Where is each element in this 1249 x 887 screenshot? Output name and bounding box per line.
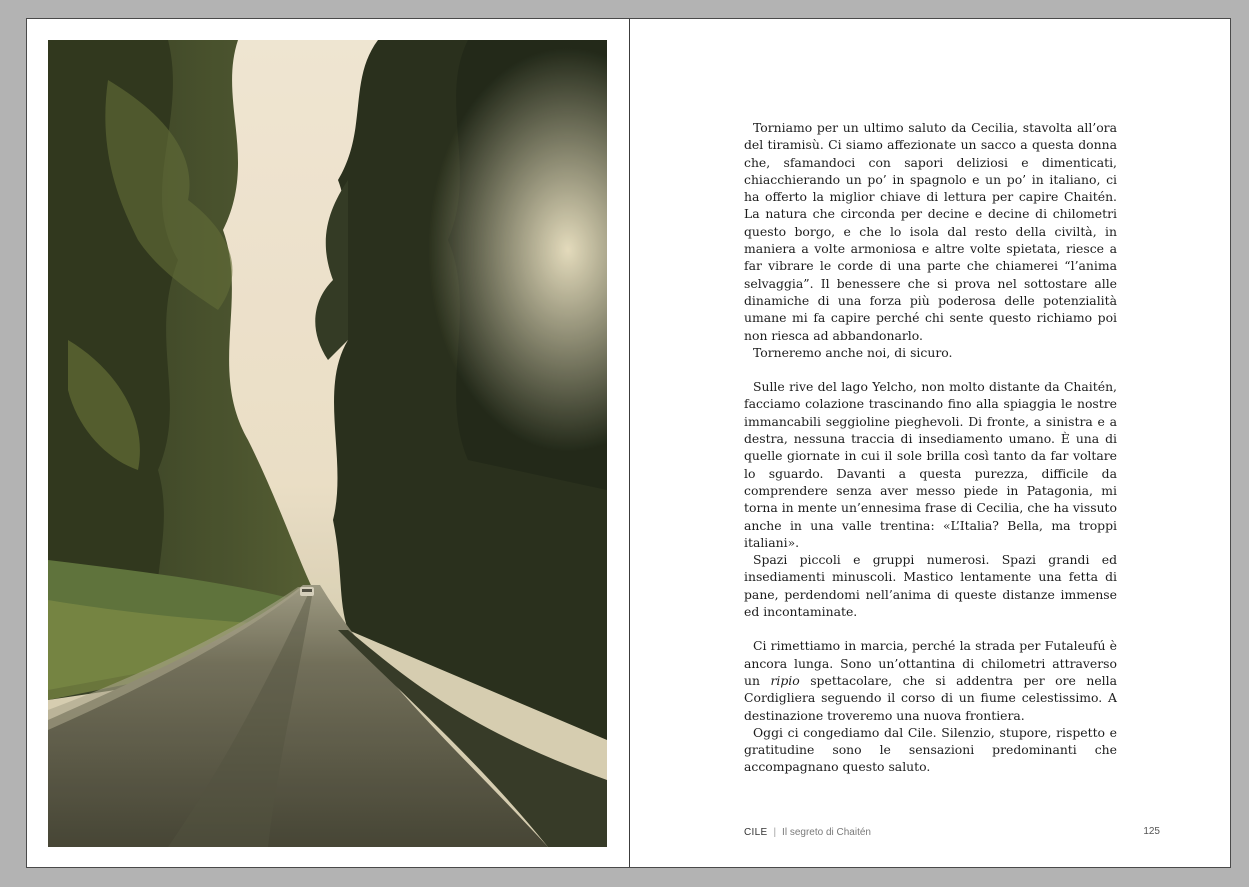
- paragraph-text: Sulle rive del lago Yelcho, non molto distante da Chaitén, facciamo colazione trascinando fino alla spiaggia le nostre immancabili seggioline pieghevoli. Di fronte, a sinistra e a destra, nessuna traccia di insediamento umano. È una di quelle giornate in cui il sole brilla così tanto da far voltare lo sguardo. Davanti a questa purezza, difficile da comprendere senza aver messo piede in Patagonia, mi torna in mente un’ennesima frase di Cecilia, che ha vissuto anche in una valle trentina: «L’Italia? Bella, ma troppi italiani».: [744, 379, 1117, 550]
- footer-separator: |: [773, 827, 777, 838]
- footer-section-title: Il segreto di Chaitén: [782, 827, 871, 838]
- forest-road-photo: [48, 40, 607, 847]
- page-gutter: [629, 19, 630, 867]
- italic-term: ripio: [770, 672, 800, 688]
- paragraph: [744, 724, 1117, 776]
- paragraph: [744, 344, 1117, 361]
- paragraph-text: Ci rimettiamo in marcia, perché la strada per Futaleufú è ancora lunga. Sono un’ottantina di chilometri attraverso un: [744, 638, 1117, 688]
- paragraph-text: Torneremo anche noi, di sicuro.: [753, 344, 953, 360]
- paragraph-text: Torniamo per un ultimo saluto da Cecilia, stavolta all’ora del tiramisù. Ci siamo affezionate un sacco a questa donna che, sfamandoci con sapori deliziosi e dimenticati, chiacchierando un po’ in spagnolo e un po’ in italiano, ci ha offerto la miglior chiave di lettura per capire Chaitén. La natura che circonda per decine e decine di chilometri questo borgo, e che lo isola dal resto della civiltà, in maniera a volte armoniosa e altre volte spietata, riesce a far vibrare le corde di una parte che chiamerei “l’anima selvaggia”. Il benessere che si prova nel sottostare alle dinamiche di una forza più poderosa delle potenzialità umane mi fa capire perché chi sente questo richiamo poi non riesca ad abbandonarlo.: [744, 120, 1117, 343]
- paragraph-text: Spazi piccoli e gruppi numerosi. Spazi grandi ed insediamenti minuscoli. Mastico lentamente una fetta di pane, perdendomi nell’anima di queste distanze immense ed incontaminate.: [744, 552, 1117, 620]
- paragraph-text: spettacolare, che si addentra per ore nella Cordigliera seguendo il corso di un fiume celestissimo. A destinazione troveremo una nuova frontiera.: [744, 672, 1117, 723]
- paragraph: [744, 378, 1117, 551]
- footer-chapter: CILE: [744, 827, 768, 838]
- paragraph: [744, 119, 1117, 344]
- running-footer: [744, 827, 1160, 838]
- page-number: 125: [1143, 826, 1160, 837]
- body-text: [744, 119, 1117, 776]
- book-spread: [26, 18, 1231, 868]
- paragraph: [744, 551, 1117, 620]
- paragraph: [744, 637, 1117, 723]
- paragraph-text: Oggi ci congediamo dal Cile. Silenzio, stupore, rispetto e gratitudine sono le sensazioni predominanti che accompagnano questo saluto.: [744, 724, 1117, 775]
